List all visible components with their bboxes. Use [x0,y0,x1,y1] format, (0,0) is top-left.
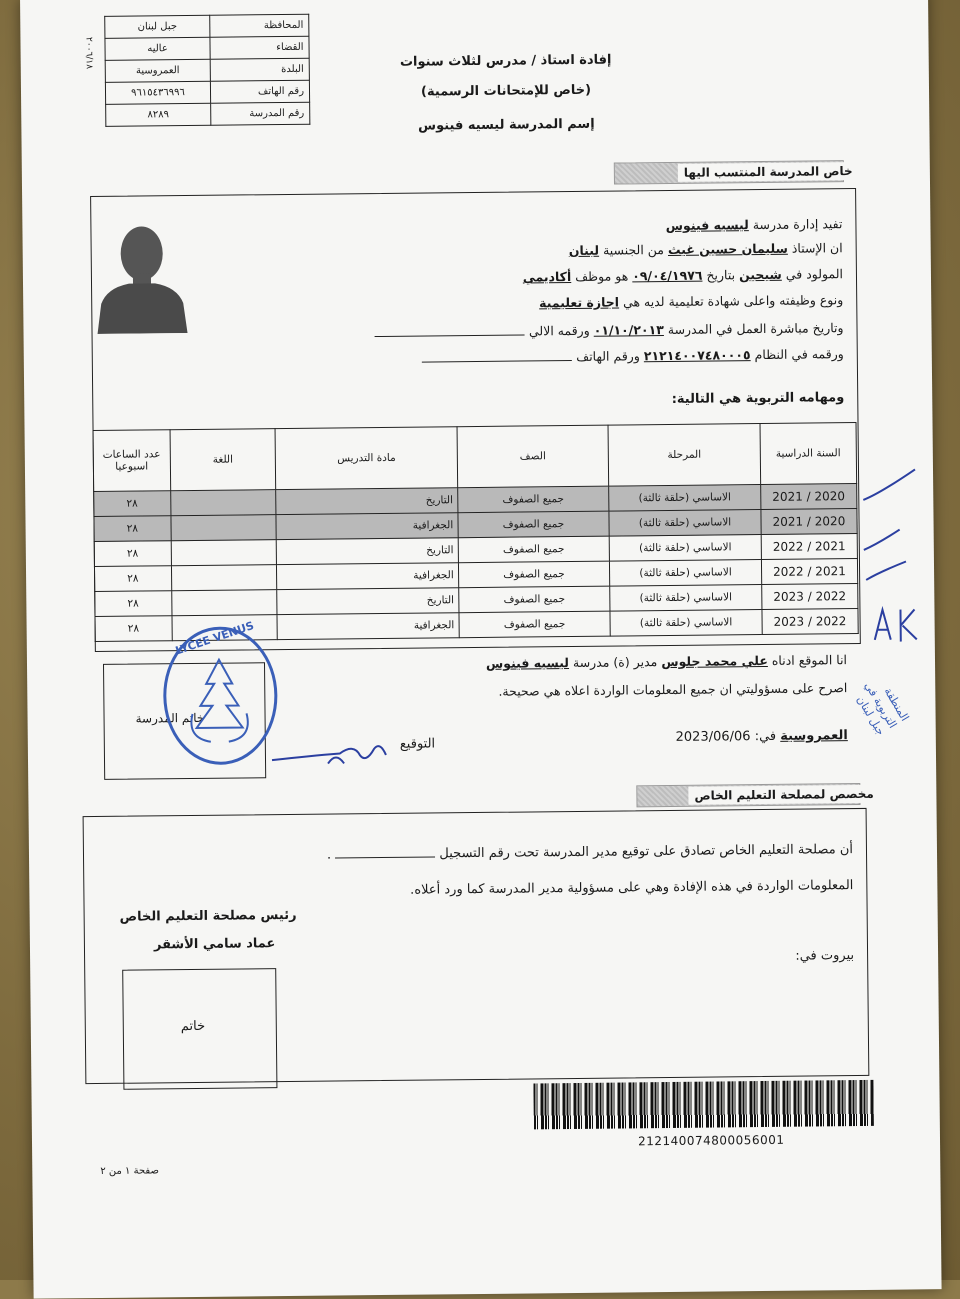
place-date: العمروسية في: 2023/06/06 [675,728,848,745]
education-stamp-icon [790,657,912,768]
director-signature-icon [270,733,400,772]
cert-line-2: ان الإستاذ سليمان حسين غيث من الجنسية لبنان [568,240,843,259]
col-class: الصف [457,425,609,488]
info-key: القضاء [210,36,309,59]
approval-line-2: المعلومات الواردة في هذه الإفادة وهي على مسؤولية مدير المدرسة كما ورد أعلاه. [410,878,854,898]
col-year: السنة الدراسية [760,423,857,485]
stamp-box-label: خاتم المدرسة [135,710,205,726]
head-title: رئيس مصلحة التعليم الخاص [119,907,297,925]
info-value: جبل لبنان [105,15,210,38]
duties-heading: ومهامه التربوية هي التالية: [671,390,845,407]
info-key: البلدة [210,58,309,81]
approval-line-1: أن مصلحة التعليم الخاص تصادق على توقيع مدير المدرسة تحت رقم التسجيل . [326,842,854,863]
cert-line-1: تفيد إدارة مدرسة ليسيه فينوس [665,216,843,234]
section-title-school: خاص المدرسة المنتسب اليها [678,162,859,182]
info-value: عاليه [105,37,210,60]
col-stage: المرحلة [608,424,760,487]
info-value: ٩٦١٥٤٣٦٩٩٦ [105,81,210,104]
col-language: اللغة [170,429,277,491]
table-row: 2020 / 2021 الاساسي (حلقة ثالثة) جميع الصفوف التاريخ ٢٨ [94,484,857,517]
document-title: إفادة استاذ / مدرس لثلاث سنوات [399,52,612,70]
school-stamp-icon [163,619,278,765]
school-name-title: إسم المدرسة ليسيه فينوس [418,116,595,134]
table-row: 2020 / 2021 الاساسي (حلقة ثالثة) جميع الصفوف الجغرافية ٢٨ [94,509,857,542]
info-key: رقم المدرسة [211,102,310,125]
handwritten-ticks-icon [859,459,939,660]
cedar-icon [186,653,253,744]
col-hours: عدد الساعات اسبوعيا [93,430,170,492]
barcode-number: 212140074800056001 [637,1132,785,1149]
table-row: 2022 / 2023 الاساسي (حلقة ثالثة) جميع الصفوف التاريخ ٢٨ [95,584,858,617]
cert-line-3: المولود في شيحين بتاريخ ٠٩/٠٤/١٩٧٦ هو موظف أكاديمي [522,266,844,285]
document-subtitle: (خاص للإمتحانات الرسمية) [420,82,592,100]
photo-placeholder-icon [92,215,191,334]
director-line-1: انا الموقع ادناه علي محمد جلوس مدير (ة) مدرسة ليسيه فينوس [485,652,848,671]
cert-line-6: ورقمه في النظام ٢١٢١٤٠٠٧٤٨٠٠٠٥ ورقم الهاتف [422,346,844,365]
side-code: ٢٠٠٦/١٨ [83,36,94,70]
beirut-in: بيروت في: [795,948,855,964]
document-page [20,0,942,1299]
duties-table [93,422,859,642]
page-number: صفحة ١ من ٢ [100,1165,159,1177]
table-row: 2021 / 2022 الاساسي (حلقة ثالثة) جميع الصفوف الجغرافية ٢٨ [94,559,857,592]
school-info-table [104,14,310,127]
signature-label: التوقيع [399,736,436,752]
cert-line-5: وتاريخ مباشرة العمل في المدرسة ٠١/١٠/٢٠١٣ ورقمه الالي [375,320,844,340]
head-name: عماد سامي الأشقر [153,936,276,953]
stamp-text: LYCEE VENUS [173,619,256,658]
table-row: 2022 / 2023 الاساسي (حلقة ثالثة) جميع الصفوف الجغرافية ٢٨ [95,609,858,642]
seal-label: خاتم [180,1018,206,1035]
info-value: ٨٢٨٩ [106,103,211,126]
cert-line-4: ونوع وظيفته واعلى شهادة تعليمية لديه هي اجازة تعليمية [539,292,844,311]
section-title-private-edu: مخصص لمصلحة التعليم الخاص [688,785,880,805]
director-line-2: اصرح على مسؤوليتي ان جميع المعلومات الواردة اعلاه هي صحيحة. [498,680,848,699]
side-stamp-text: المنطقة التربوية في جبل لبنان [854,679,912,738]
info-key: رقم الهاتف [210,80,309,103]
col-subject: مادة التدريس [276,427,458,490]
barcode-icon [533,1080,873,1130]
info-key: المحافظة [210,14,309,37]
info-value: العمروسية [105,59,210,82]
table-row: 2021 / 2022 الاساسي (حلقة ثالثة) جميع الصفوف التاريخ ٢٨ [94,534,857,567]
